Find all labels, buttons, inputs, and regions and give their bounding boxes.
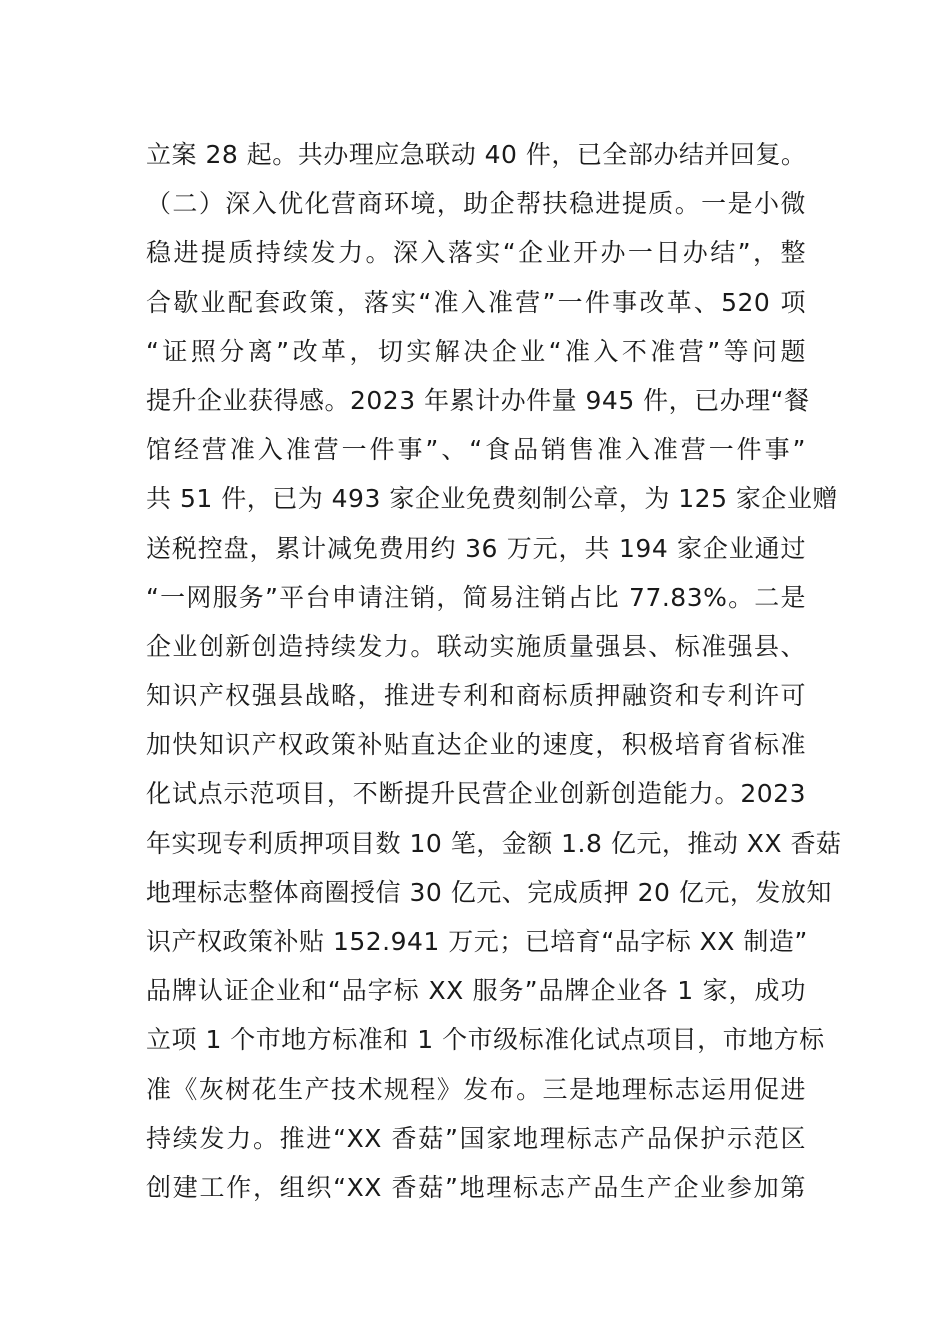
text-line: 送税控盘，累计减免费用约 36 万元，共 194 家企业通过 bbox=[146, 533, 806, 563]
text-line: 准《灰树花生产技术规程》发布。三是地理标志运用促进 bbox=[146, 1074, 806, 1104]
text-line: 化试点示范项目，不断提升民营企业创新创造能力。2023 bbox=[146, 779, 806, 809]
text-line: 立项 1 个市地方标准和 1 个市级标准化试点项目，市地方标 bbox=[146, 1025, 825, 1055]
text-line: 持续发力。推进“XX 香菇”国家地理标志产品保护示范区 bbox=[146, 1123, 806, 1153]
body-text bbox=[146, 130, 842, 1212]
text-line: 品牌认证企业和“品字标 XX 服务”品牌企业各 1 家，成功 bbox=[146, 976, 806, 1006]
text-line: 识产权政策补贴 152.941 万元；已培育“品字标 XX 制造” bbox=[146, 927, 808, 956]
text-line: （二）深入优化营商环境，助企帮扶稳进提质。一是小微 bbox=[146, 189, 806, 219]
text-line: 加快知识产权政策补贴直达企业的速度，积极培育省标准 bbox=[146, 730, 806, 760]
text-line: 知识产权强县战略，推进专利和商标质押融资和专利许可 bbox=[146, 681, 806, 711]
text-line: 提升企业获得感。2023 年累计办件量 945 件，已办理“餐 bbox=[146, 385, 810, 415]
text-line: 年实现专利质押项目数 10 笔，金额 1.8 亿元，推动 XX 香菇 bbox=[146, 828, 842, 858]
text-line: “证照分离”改革，切实解决企业“准入不准营”等问题 bbox=[146, 336, 806, 366]
text-line: 企业创新创造持续发力。联动实施质量强县、标准强县、 bbox=[146, 631, 806, 661]
text-line: “一网服务”平台申请注销，简易注销占比 77.83%。二是 bbox=[146, 582, 806, 612]
text-line: 共 51 件，已为 493 家企业免费刻制公章，为 125 家企业赠 bbox=[146, 484, 838, 514]
text-line: 稳进提质持续发力。深入落实“企业开办一日办结”，整 bbox=[146, 238, 806, 268]
text-line: 合歇业配套政策，落实“准入准营”一件事改革、520 项 bbox=[146, 287, 806, 317]
text-line: 地理标志整体商圈授信 30 亿元、完成质押 20 亿元，发放知 bbox=[146, 877, 832, 907]
text-line: 创建工作，组织“XX 香菇”地理标志产品生产企业参加第 bbox=[146, 1172, 806, 1202]
text-line: 立案 28 起。共办理应急联动 40 件，已全部办结并回复。 bbox=[146, 140, 807, 169]
text-line: 馆经营准入准营一件事”、“食品销售准入准营一件事” bbox=[146, 435, 806, 465]
